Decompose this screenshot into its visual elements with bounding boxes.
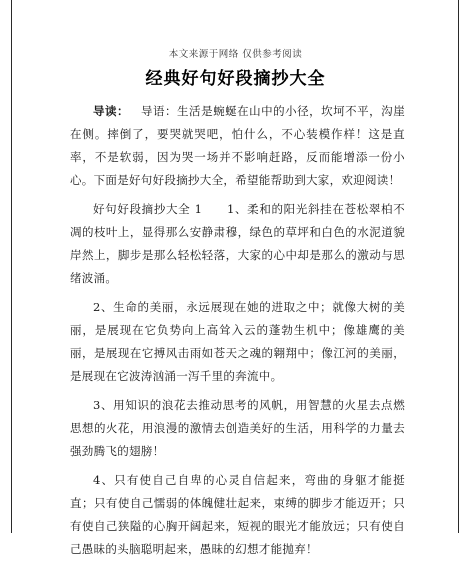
intro-text: 导语：生活是蜿蜒在山中的小径，坎坷不平，沟崖在侧。摔倒了，要哭就哭吧，怕什么，不心装模作样！这是直率，不是软弱，因为哭一场并不影响赶路，反而能增添一份小心。下面是好句好段摘抄大全，希望能帮助到大家，欢迎阅读！ [70, 104, 405, 187]
document-title: 经典好句好段摘抄大全 [145, 69, 326, 89]
document-body [70, 100, 405, 567]
body-paragraph-1: 好句好段摘抄大全 1 1、柔和的阳光斜挂在苍松翠柏不凋的枝叶上，显得那么安静肃穆，绿色的草坪和白色的水泥道貌岸然上，脚步是那么轻松轻落，大家的心中却是那么的激动与思绪波涌。 [70, 202, 405, 285]
intro-paragraph [70, 100, 405, 192]
intro-label: 导读： [93, 104, 130, 118]
source-note: 本文来源于网络 仅供参考阅读 [168, 49, 303, 60]
body-paragraph-2: 2、生命的美丽，永远展现在她的进取之中；就像大树的美丽，是展现在它负势向上高耸入云的蓬勃生机中；像雄鹰的美丽，是展现在它搏风击雨如苍天之魂的翱翔中；像江河的美丽，是展现在它波涛汹涌一泻千里的奔流中。 [70, 300, 405, 383]
body-paragraph-4: 4、只有使自己自卑的心灵自信起来，弯曲的身躯才能挺直；只有使自己懦弱的体魄健壮起来，束缚的脚步才能迈开；只有使自己狭隘的心胸开阔起来，短视的眼光才能放远；只有使自己愚昧的头脑聪明起来，愚昧的幻想才能抛弃！ [70, 473, 405, 556]
body-paragraph-3: 3、用知识的浪花去推动思考的风帆，用智慧的火星去点燃思想的火花，用浪漫的激情去创造美好的生活，用科学的力量去强劲腾飞的翅膀！ [70, 398, 405, 458]
